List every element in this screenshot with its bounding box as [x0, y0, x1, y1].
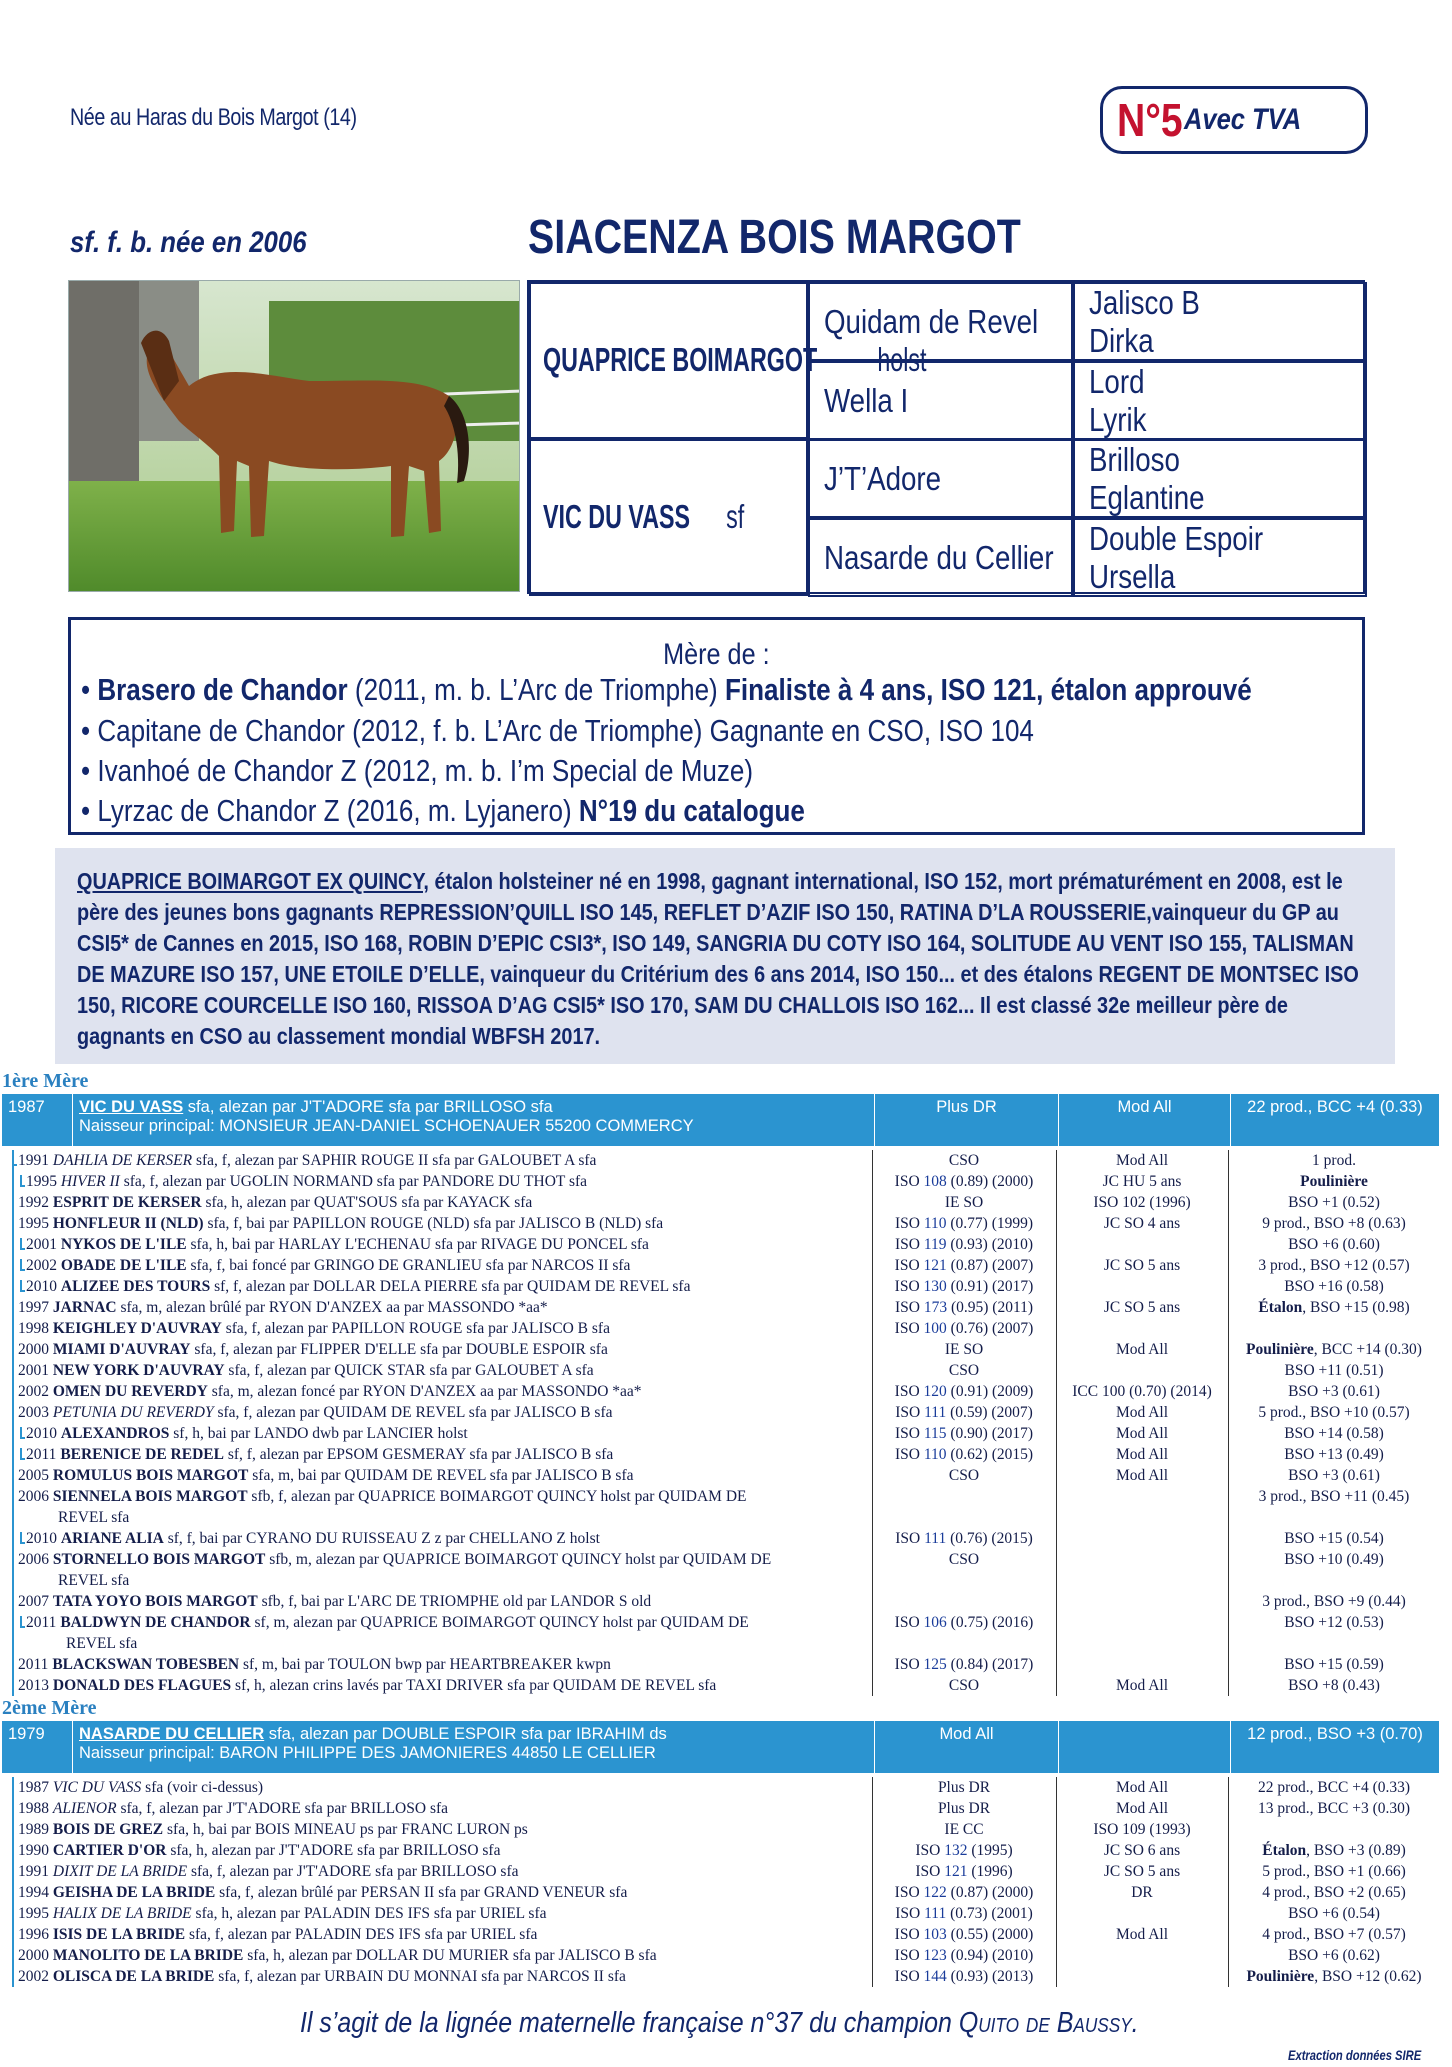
lot-number: N°5	[1117, 94, 1183, 146]
produce-c3: JC SO 5 ans	[1103, 1299, 1181, 1316]
produce-c3: JC HU 5 ans	[1102, 1173, 1182, 1190]
produce-row	[0, 1945, 1452, 1966]
produce-row	[0, 1171, 1452, 1192]
left-rule	[12, 1150, 14, 1696]
produce-c4: BSO +1 (0.52)	[1288, 1194, 1380, 1211]
produce-c4: Poulinière, BSO +12 (0.62)	[1246, 1968, 1422, 1985]
produce-c3: JC SO 5 ans	[1103, 1257, 1181, 1274]
produce-row	[0, 1213, 1452, 1234]
produce-row	[0, 1903, 1452, 1924]
column-divider	[1056, 1150, 1057, 1696]
pedigree-sire: QUAPRICE BOIMARGOT holst	[529, 282, 808, 439]
sub-produce-marker	[20, 1616, 25, 1628]
produce-name: 2001 NYKOS DE L'ILE sfa, h, bai par HARLAY L'ECHENAU sfa par RIVAGE DU PONCEL sfa	[26, 1236, 649, 1253]
offspring-box	[68, 617, 1365, 835]
produce-c2: ISO 122 (0.87) (2000)	[894, 1884, 1034, 1901]
birthplace: Née au Haras du Bois Margot (14)	[70, 104, 357, 131]
sub-produce-marker	[20, 1532, 25, 1544]
pedigree-ggs-2: Lord Lyrik	[1073, 361, 1367, 440]
produce-c4: BSO +6 (0.54)	[1288, 1905, 1380, 1922]
produce-c4: 3 prod., BSO +12 (0.57)	[1258, 1257, 1410, 1274]
produce-c4: 1 prod.	[1312, 1152, 1356, 1169]
produce-c3: JC SO 6 ans	[1103, 1842, 1181, 1859]
column-divider	[1228, 1777, 1229, 1987]
horse-name: SIACENZA BOIS MARGOT	[528, 211, 1021, 264]
produce-c4: 3 prod., BSO +11 (0.45)	[1258, 1488, 1410, 1505]
produce-row	[0, 1465, 1452, 1486]
produce-row	[0, 1402, 1452, 1423]
second-dam-year: 1979	[8, 1725, 45, 1743]
produce-name: 1995 HIVER II sfa, f, alezan par UGOLIN NORMAND sfa par PANDORE DU THOT sfa	[26, 1173, 588, 1190]
offspring-item: • Ivanhoé de Chandor Z (2012, m. b. I’m Special de Muze)	[81, 753, 754, 788]
produce-row	[0, 1882, 1452, 1903]
produce-row	[0, 1339, 1452, 1360]
produce-c2: ISO 125 (0.84) (2017)	[894, 1656, 1034, 1673]
sub-produce-marker	[20, 1427, 25, 1439]
first-dam-col3: Mod All	[1058, 1094, 1230, 1146]
produce-name: 2011 BERENICE DE REDEL sf, f, alezan par EPSOM GESMERAY sfa par JALISCO B sfa	[26, 1446, 614, 1463]
produce-c3: Mod All	[1115, 1926, 1169, 1943]
produce-row	[0, 1966, 1452, 1987]
pedigree-dam-dam: Nasarde du Cellier	[808, 518, 1073, 597]
sire-text: QUAPRICE BOIMARGOT EX QUINCY, étalon holsteiner né en 1998, gagnant international, ISO 152, mort prématurément en 2008, est le père des jeunes bons gagnants REPRESSION’QUILL ISO 145, REFLET D’AZIF ISO 150, RATINA D’LA ROUSSERIE,vainqueur du GP au CSI5* de Cannes en 2015, ISO 168, ROBIN D’EPIC CSI3*, ISO 149, SANGRIA DU COTY ISO 164, SOLITUDE AU VENT ISO 155, TALISMAN DE MAZURE ISO 157, UNE ETOILE D’ELLE, vainqueur du Critérium des 6 ans 2014, ISO 150... et des étalons REGENT DE MONTSEC ISO 150, RICORE COURCELLE ISO 160, RISSOA D’AG CSI5* ISO 170, SAM DU CHALLOIS ISO 162... Il est classé 32e meilleur père de gagnants en CSO au classement mondial WBFSH 2017.	[77, 868, 1359, 1049]
produce-name: 1987 VIC DU VASS sfa (voir ci-dessus)	[18, 1779, 264, 1796]
produce-c3: Mod All	[1115, 1425, 1169, 1442]
produce-c4: BSO +14 (0.58)	[1284, 1425, 1384, 1442]
produce-name: 2010 ARIANE ALIA sf, f, bai par CYRANO DU RUISSEAU Z z par CHELLANO Z holst	[26, 1530, 600, 1547]
produce-c3: JC SO 5 ans	[1103, 1863, 1181, 1880]
produce-row	[0, 1675, 1452, 1696]
produce-row	[0, 1444, 1452, 1465]
pedigree-ggs-4: Double Espoir Ursella	[1073, 518, 1367, 597]
produce-c2: ISO 111 (0.76) (2015)	[895, 1530, 1033, 1547]
produce-c2: ISO 111 (0.59) (2007)	[895, 1404, 1033, 1421]
produce-name: 1997 JARNAC sfa, m, alezan brûlé par RYON D'ANZEX aa par MASSONDO *aa*	[18, 1299, 548, 1316]
offspring-item: • Lyrzac de Chandor Z (2016, m. Lyjanero) N°19 du catalogue	[81, 793, 805, 828]
first-dam-col4: 22 prod., BCC +4 (0.33)	[1230, 1094, 1439, 1146]
sub-produce-marker	[20, 1448, 25, 1460]
pedigree-dam: VIC DU VASS sf	[529, 439, 808, 596]
produce-c2: ISO 115 (0.90) (2017)	[894, 1425, 1034, 1442]
produce-row	[0, 1549, 1452, 1591]
produce-name: 2001 NEW YORK D'AUVRAY sfa, f, alezan par QUICK STAR sfa par GALOUBET A sfa	[18, 1362, 594, 1379]
column-divider	[872, 1150, 873, 1696]
produce-name: 2007 TATA YOYO BOIS MARGOT sfb, f, bai par L'ARC DE TRIOMPHE old par LANDOR S old	[18, 1593, 652, 1610]
sub-produce-marker	[20, 1259, 25, 1271]
produce-name: 2003 PETUNIA DU REVERDY sfa, f, alezan par QUIDAM DE REVEL sfa par JALISCO B sfa	[18, 1404, 613, 1421]
sub-produce-marker	[20, 1238, 25, 1250]
second-dam-col4: 12 prod., BSO +3 (0.70)	[1230, 1721, 1439, 1773]
produce-c4: 22 prod., BCC +4 (0.33)	[1257, 1779, 1411, 1796]
produce-c2: ISO 108 (0.89) (2000)	[894, 1173, 1034, 1190]
produce-row	[0, 1612, 1452, 1654]
produce-name: 2005 ROMULUS BOIS MARGOT sfa, m, bai par QUIDAM DE REVEL sfa par JALISCO B sfa	[18, 1467, 634, 1484]
produce-row	[0, 1255, 1452, 1276]
produce-c2: ISO 121 (1996)	[915, 1863, 1013, 1880]
produce-c3: Mod All	[1115, 1779, 1169, 1796]
produce-c2: ISO 110 (0.77) (1999)	[894, 1215, 1034, 1232]
produce-c4: BSO +15 (0.54)	[1284, 1530, 1384, 1547]
produce-name: 1990 CARTIER D'OR sfa, h, alezan par J'T'ADORE sfa par BRILLOSO sfa	[18, 1842, 501, 1859]
produce-row	[0, 1150, 1452, 1171]
produce-c3: Mod All	[1115, 1677, 1169, 1694]
produce-name: 2000 MANOLITO DE LA BRIDE sfa, h, alezan par DOLLAR DU MURIER sfa par JALISCO B sfa	[18, 1947, 657, 1964]
produce-row	[0, 1192, 1452, 1213]
produce-c2: Plus DR	[937, 1779, 991, 1796]
offspring-title: Mère de :	[663, 638, 770, 671]
first-dam-label: 1ère Mère	[2, 1070, 89, 1092]
produce-c4: 4 prod., BSO +2 (0.65)	[1262, 1884, 1406, 1901]
produce-c2: ISO 106 (0.75) (2016)	[894, 1614, 1034, 1631]
produce-row	[0, 1798, 1452, 1819]
produce-c2: ISO 130 (0.91) (2017)	[894, 1278, 1034, 1295]
data-source: Extraction données SIRE	[1288, 2047, 1422, 2063]
offspring-item: • Capitane de Chandor (2012, f. b. L’Arc de Triomphe) Gagnante en CSO, ISO 104	[81, 713, 1034, 748]
produce-c4: 4 prod., BSO +7 (0.57)	[1262, 1926, 1406, 1943]
produce-c3: Mod All	[1115, 1467, 1169, 1484]
horse-description: sf. f. b. née en 2006	[70, 226, 307, 259]
produce-name: 2011 BALDWYN DE CHANDOR sf, m, alezan par QUAPRICE BOIMARGOT QUINCY holst par QUIDAM DE REVEL sfa	[26, 1614, 749, 1652]
produce-row	[0, 1819, 1452, 1840]
column-divider	[1056, 1777, 1057, 1987]
produce-row	[0, 1528, 1452, 1549]
left-rule	[12, 1777, 14, 1987]
second-dam-produce	[0, 1777, 1452, 1987]
produce-row	[0, 1276, 1452, 1297]
produce-name: 2006 SIENNELA BOIS MARGOT sfb, f, alezan par QUAPRICE BOIMARGOT QUINCY holst par QUIDAM DE REVEL sfa	[18, 1488, 747, 1526]
second-dam-col3	[1058, 1721, 1230, 1773]
produce-name: 2010 ALIZEE DES TOURS sf, f, alezan par DOLLAR DELA PIERRE sfa par QUIDAM DE REVEL sfa	[26, 1278, 691, 1295]
produce-name: 1992 ESPRIT DE KERSER sfa, h, alezan par QUAT'SOUS sfa par KAYACK sfa	[18, 1194, 533, 1211]
produce-name: 2011 BLACKSWAN TOBESBEN sf, m, bai par TOULON bwp par HEARTBREAKER kwpn	[18, 1656, 611, 1673]
produce-row	[0, 1840, 1452, 1861]
produce-row	[0, 1591, 1452, 1612]
produce-c4: 3 prod., BSO +9 (0.44)	[1262, 1593, 1406, 1610]
produce-c3: JC SO 4 ans	[1103, 1215, 1181, 1232]
produce-c3: Mod All	[1115, 1800, 1169, 1817]
produce-c3: DR	[1131, 1884, 1153, 1901]
produce-row	[0, 1318, 1452, 1339]
lot-tax: Avec TVA	[1184, 103, 1302, 136]
produce-c3: ISO 102 (1996)	[1093, 1194, 1191, 1211]
produce-c4: BSO +3 (0.61)	[1288, 1383, 1380, 1400]
produce-c2: ISO 119 (0.93) (2010)	[894, 1236, 1034, 1253]
produce-name: 2010 ALEXANDROS sf, h, bai par LANDO dwb par LANCIER holst	[26, 1425, 468, 1442]
produce-name: 1996 ISIS DE LA BRIDE sfa, f, alezan par PALADIN DES IFS sfa par URIEL sfa	[18, 1926, 538, 1943]
column-divider	[872, 1777, 873, 1987]
produce-c3: Mod All	[1115, 1152, 1169, 1169]
produce-c4: Étalon, BSO +15 (0.98)	[1258, 1299, 1410, 1316]
produce-c2: ISO 144 (0.93) (2013)	[894, 1968, 1034, 1985]
produce-name: 1995 HONFLEUR II (NLD) sfa, f, bai par PAPILLON ROUGE (NLD) sfa par JALISCO B (NLD) sfa	[18, 1215, 664, 1232]
produce-c2: CSO	[948, 1467, 980, 1484]
produce-c2: ISO 132 (1995)	[915, 1842, 1013, 1859]
produce-row	[0, 1297, 1452, 1318]
produce-c2: ISO 120 (0.91) (2009)	[894, 1383, 1034, 1400]
produce-name: 1994 GEISHA DE LA BRIDE sfa, f, alezan brûlé par PERSAN II sfa par GRAND VENEUR sfa	[18, 1884, 628, 1901]
produce-c4: 5 prod., BSO +10 (0.57)	[1258, 1404, 1410, 1421]
produce-c4: BSO +12 (0.53)	[1284, 1614, 1384, 1631]
produce-c4: Étalon, BSO +3 (0.89)	[1262, 1842, 1406, 1859]
produce-row	[0, 1924, 1452, 1945]
produce-name: 2006 STORNELLO BOIS MARGOT sfb, m, alezan par QUAPRICE BOIMARGOT QUINCY holst par QUIDAM DE REVEL sfa	[18, 1551, 772, 1589]
pedigree-sire-dam: Wella I	[808, 361, 1073, 440]
pedigree-sire-sire: Quidam de Revel	[808, 282, 1073, 361]
produce-c3: ISO 109 (1993)	[1093, 1821, 1191, 1838]
produce-c2: IE CC	[944, 1821, 984, 1838]
produce-row	[0, 1381, 1452, 1402]
produce-name: 1991 DAHLIA DE KERSER sfa, f, alezan par SAPHIR ROUGE II sfa par GALOUBET A sfa	[18, 1152, 597, 1169]
produce-c2: CSO	[948, 1152, 980, 1169]
produce-c4: 9 prod., BSO +8 (0.63)	[1262, 1215, 1406, 1232]
produce-name: 2002 OLISCA DE LA BRIDE sfa, f, alezan par URBAIN DU MONNAI sfa par NARCOS II sfa	[18, 1968, 626, 1985]
first-dam-produce	[0, 1150, 1452, 1696]
produce-c2: IE SO	[944, 1341, 984, 1358]
produce-c4: BSO +11 (0.51)	[1284, 1362, 1384, 1379]
produce-name: 2000 MIAMI D'AUVRAY sfa, f, alezan par FLIPPER D'ELLE sfa par DOUBLE ESPOIR sfa	[18, 1341, 608, 1358]
produce-name: 2013 DONALD DES FLAGUES sf, h, alezan crins lavés par TAXI DRIVER sfa par QUIDAM DE REVEL sfa	[18, 1677, 717, 1694]
produce-row	[0, 1486, 1452, 1528]
produce-c3: Mod All	[1115, 1404, 1169, 1421]
produce-row	[0, 1861, 1452, 1882]
produce-c4: BSO +6 (0.60)	[1288, 1236, 1380, 1253]
produce-c2: Plus DR	[937, 1800, 991, 1817]
produce-c4: BSO +3 (0.61)	[1288, 1467, 1380, 1484]
pedigree-ggs-1: Jalisco B Dirka	[1073, 282, 1367, 361]
produce-c4: BSO +10 (0.49)	[1284, 1551, 1384, 1568]
produce-c4: BSO +6 (0.62)	[1288, 1947, 1380, 1964]
produce-c2: ISO 100 (0.76) (2007)	[894, 1320, 1034, 1337]
second-dam-label: 2ème Mère	[2, 1697, 97, 1719]
produce-row	[0, 1360, 1452, 1381]
produce-c3: ICC 100 (0.70) (2014)	[1072, 1383, 1212, 1400]
produce-c2: CSO	[948, 1677, 980, 1694]
produce-c4: 5 prod., BSO +1 (0.66)	[1262, 1863, 1406, 1880]
produce-name: 2002 OBADE DE L'ILE sfa, f, bai foncé par GRINGO DE GRANLIEU sfa par NARCOS II sfa	[26, 1257, 631, 1274]
produce-c4: BSO +8 (0.43)	[1288, 1677, 1380, 1694]
produce-row	[0, 1654, 1452, 1675]
first-dam-header	[2, 1094, 1439, 1146]
pedigree-dam-sire: J’T’Adore	[808, 439, 1073, 518]
produce-c4: Poulinière, BCC +14 (0.30)	[1246, 1341, 1422, 1358]
produce-name: 1998 KEIGHLEY D'AUVRAY sfa, f, alezan par PAPILLON ROUGE sfa par JALISCO B sfa	[18, 1320, 610, 1337]
offspring-item: • Brasero de Chandor (2011, m. b. L’Arc de Triomphe) Finaliste à 4 ans, ISO 121, étalon approuvé	[81, 672, 1252, 707]
produce-row	[0, 1423, 1452, 1444]
produce-name: 1991 DIXIT DE LA BRIDE sfa, f, alezan par J'T'ADORE sfa par BRILLOSO sfa	[18, 1863, 519, 1880]
first-dam-col2: Plus DR	[874, 1094, 1058, 1146]
produce-c2: ISO 103 (0.55) (2000)	[894, 1926, 1034, 1943]
produce-c2: ISO 121 (0.87) (2007)	[894, 1257, 1034, 1274]
footer-note: Il s’agit de la lignée maternelle française n°37 du champion Quito de Baussy.	[300, 2007, 1139, 2039]
produce-c4: BSO +15 (0.59)	[1284, 1656, 1384, 1673]
pedigree-ggs-3: Brilloso Eglantine	[1073, 439, 1367, 518]
second-dam-col2: Mod All	[874, 1721, 1058, 1773]
produce-c2: ISO 173 (0.95) (2011)	[894, 1299, 1034, 1316]
sire-description	[55, 848, 1395, 1064]
produce-c4: BSO +16 (0.58)	[1284, 1278, 1384, 1295]
second-dam-info: NASARDE DU CELLIER sfa, alezan par DOUBLE ESPOIR sfa par IBRAHIM ds Naisseur principal: BARON PHILIPPE DES JAMONIERES 44850 LE CELLIER	[72, 1721, 874, 1773]
produce-name: 2002 OMEN DU REVERDY sfa, m, alezan foncé par RYON D'ANZEX aa par MASSONDO *aa*	[18, 1383, 642, 1400]
produce-c4: Poulinière	[1300, 1173, 1368, 1190]
first-dam-info: VIC DU VASS sfa, alezan par J'T'ADORE sfa par BRILLOSO sfa Naisseur principal: MONSIEUR JEAN-DANIEL SCHOENAUER 55200 COMMERCY	[72, 1094, 874, 1146]
produce-c2: ISO 110 (0.62) (2015)	[894, 1446, 1034, 1463]
produce-c2: ISO 111 (0.73) (2001)	[895, 1905, 1033, 1922]
column-divider	[1228, 1150, 1229, 1696]
produce-c3: Mod All	[1115, 1341, 1169, 1358]
produce-c4: 13 prod., BCC +3 (0.30)	[1257, 1800, 1411, 1817]
produce-row	[0, 1234, 1452, 1255]
produce-c2: CSO	[948, 1362, 980, 1379]
second-dam-header	[2, 1721, 1439, 1773]
produce-c2: ISO 123 (0.94) (2010)	[894, 1947, 1034, 1964]
produce-name: 1989 BOIS DE GREZ sfa, h, bai par BOIS MINEAU ps par FRANC LURON ps	[18, 1821, 528, 1838]
pedigree-table	[527, 280, 1365, 594]
produce-name: 1988 ALIENOR sfa, f, alezan par J'T'ADORE sfa par BRILLOSO sfa	[18, 1800, 449, 1817]
sub-produce-marker	[20, 1175, 25, 1187]
produce-c3: Mod All	[1115, 1446, 1169, 1463]
produce-name: 1995 HALIX DE LA BRIDE sfa, h, alezan par PALADIN DES IFS sfa par URIEL sfa	[18, 1905, 547, 1922]
produce-row	[0, 1777, 1452, 1798]
produce-c2: IE SO	[944, 1194, 984, 1211]
horse-photo	[68, 280, 520, 592]
lot-badge	[1100, 86, 1368, 154]
produce-c4: BSO +13 (0.49)	[1284, 1446, 1384, 1463]
first-dam-year: 1987	[8, 1098, 45, 1116]
sub-produce-marker	[20, 1280, 25, 1292]
produce-c2: CSO	[948, 1551, 980, 1568]
